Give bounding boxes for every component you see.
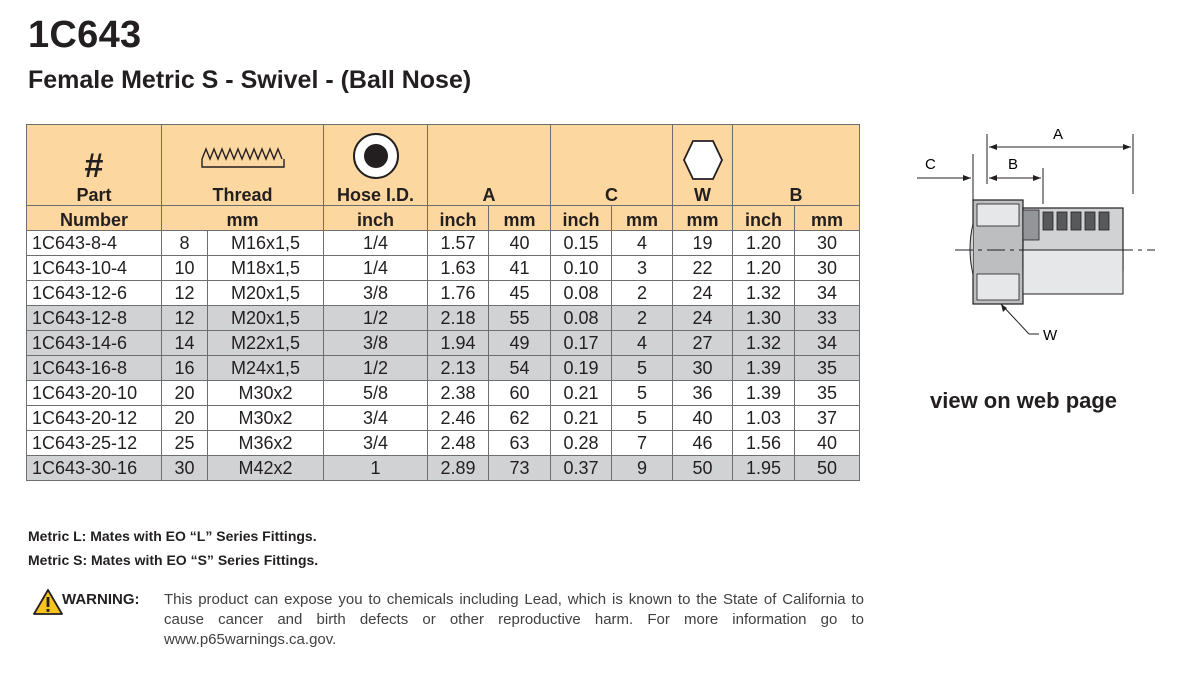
- table-cell: 24: [673, 281, 733, 306]
- table-cell: 1.39: [733, 356, 795, 381]
- spec-table: [26, 124, 860, 481]
- table-cell: 1.20: [733, 256, 795, 281]
- part-header-label: Part: [76, 185, 112, 205]
- table-cell: 1/4: [324, 231, 428, 256]
- table-cell: 37: [795, 406, 860, 431]
- table-row: [27, 306, 860, 331]
- number-header: Number: [27, 206, 162, 231]
- note-metric-l: Metric L: Mates with EO “L” Series Fittings.: [28, 528, 317, 544]
- table-cell: 63: [489, 431, 551, 456]
- table-cell: 1/4: [324, 256, 428, 281]
- table-cell: 46: [673, 431, 733, 456]
- table-cell: 0.19: [551, 356, 612, 381]
- table-cell: 1C643-30-16: [27, 456, 162, 481]
- table-row: [27, 356, 860, 381]
- warning-triangle-icon: [32, 588, 64, 616]
- hash-icon: #: [84, 147, 104, 185]
- table-cell: 5/8: [324, 381, 428, 406]
- table-cell: 0.21: [551, 381, 612, 406]
- thread-header: [162, 125, 324, 206]
- table-cell: 30: [162, 456, 208, 481]
- table-cell: 2.18: [428, 306, 489, 331]
- thread-profile-icon: [200, 145, 286, 171]
- table-cell: 1.76: [428, 281, 489, 306]
- w-mm-header: mm: [673, 206, 733, 231]
- table-cell: 34: [795, 281, 860, 306]
- table-cell: M20x1,5: [208, 281, 324, 306]
- table-cell: M36x2: [208, 431, 324, 456]
- table-row: [27, 431, 860, 456]
- thread-header-label: Thread: [212, 185, 273, 205]
- w-header-label: W: [694, 185, 711, 205]
- hexagon-icon: [683, 139, 723, 181]
- notes: [28, 524, 318, 572]
- table-cell: 49: [489, 331, 551, 356]
- c-header: C: [551, 125, 673, 206]
- table-cell: 1.95: [733, 456, 795, 481]
- table-cell: 1: [324, 456, 428, 481]
- table-cell: 1.32: [733, 331, 795, 356]
- table-cell: 60: [489, 381, 551, 406]
- table-cell: 30: [795, 256, 860, 281]
- table-cell: 2.38: [428, 381, 489, 406]
- table-cell: 50: [673, 456, 733, 481]
- b-inch-header: inch: [733, 206, 795, 231]
- table-cell: 0.28: [551, 431, 612, 456]
- table-cell: 9: [612, 456, 673, 481]
- table-cell: 1C643-25-12: [27, 431, 162, 456]
- table-cell: 1.57: [428, 231, 489, 256]
- table-cell: 16: [162, 356, 208, 381]
- table-row: [27, 381, 860, 406]
- spec-table-body: [27, 231, 860, 481]
- table-cell: 5: [612, 356, 673, 381]
- table-cell: 12: [162, 306, 208, 331]
- table-cell: 1.03: [733, 406, 795, 431]
- thread-unit-header: mm: [162, 206, 324, 231]
- table-cell: 25: [162, 431, 208, 456]
- table-cell: 35: [795, 381, 860, 406]
- table-cell: 1.20: [733, 231, 795, 256]
- table-cell: 1.63: [428, 256, 489, 281]
- table-cell: 0.17: [551, 331, 612, 356]
- table-cell: 1C643-20-10: [27, 381, 162, 406]
- b-mm-header: mm: [795, 206, 860, 231]
- view-on-web-link[interactable]: view on web page: [930, 388, 1118, 413]
- dimension-w-label: W: [1043, 327, 1058, 344]
- table-cell: M18x1,5: [208, 256, 324, 281]
- table-cell: 2: [612, 281, 673, 306]
- table-cell: 1C643-16-8: [27, 356, 162, 381]
- table-cell: 4: [612, 331, 673, 356]
- dimension-c-label: C: [925, 156, 936, 173]
- table-cell: 45: [489, 281, 551, 306]
- ferrule-serrations: [1043, 212, 1109, 230]
- table-cell: 0.21: [551, 406, 612, 431]
- table-cell: 1C643-12-8: [27, 306, 162, 331]
- table-cell: 35: [795, 356, 860, 381]
- table-cell: 30: [673, 356, 733, 381]
- table-cell: 34: [795, 331, 860, 356]
- table-cell: 1.94: [428, 331, 489, 356]
- table-cell: 10: [162, 256, 208, 281]
- table-cell: 2: [612, 306, 673, 331]
- table-cell: 40: [673, 406, 733, 431]
- page-title: 1C643: [28, 14, 142, 56]
- table-cell: 40: [489, 231, 551, 256]
- table-cell: 1/2: [324, 306, 428, 331]
- table-cell: 3/8: [324, 331, 428, 356]
- table-cell: 3/4: [324, 406, 428, 431]
- table-cell: M20x1,5: [208, 306, 324, 331]
- a-inch-header: inch: [428, 206, 489, 231]
- table-cell: 5: [612, 381, 673, 406]
- table-row: [27, 231, 860, 256]
- b-header: B: [733, 125, 860, 206]
- dimension-a-label: A: [1053, 126, 1064, 143]
- hose-cross-section-icon: [351, 131, 401, 181]
- table-cell: 19: [673, 231, 733, 256]
- table-cell: 1C643-20-12: [27, 406, 162, 431]
- table-row: [27, 456, 860, 481]
- table-cell: 1C643-12-6: [27, 281, 162, 306]
- table-cell: 2.13: [428, 356, 489, 381]
- table-cell: 12: [162, 281, 208, 306]
- table-cell: M24x1,5: [208, 356, 324, 381]
- table-cell: 5: [612, 406, 673, 431]
- table-cell: 1.56: [733, 431, 795, 456]
- table-cell: 2.46: [428, 406, 489, 431]
- table-cell: 1.32: [733, 281, 795, 306]
- a-header: A: [428, 125, 551, 206]
- table-cell: 2.48: [428, 431, 489, 456]
- table-cell: M16x1,5: [208, 231, 324, 256]
- table-cell: 41: [489, 256, 551, 281]
- page-subtitle: Female Metric S - Swivel - (Ball Nose): [28, 66, 472, 94]
- table-cell: 1.30: [733, 306, 795, 331]
- table-row: [27, 281, 860, 306]
- table-cell: 1C643-10-4: [27, 256, 162, 281]
- hose-header-label: Hose I.D.: [336, 185, 415, 205]
- table-cell: 54: [489, 356, 551, 381]
- c-mm-header: mm: [612, 206, 673, 231]
- table-cell: 0.37: [551, 456, 612, 481]
- fitting-diagram: [915, 124, 1163, 354]
- table-cell: 62: [489, 406, 551, 431]
- hose-header: [324, 125, 428, 206]
- table-cell: 4: [612, 231, 673, 256]
- w-header: [673, 125, 733, 206]
- table-cell: 3: [612, 256, 673, 281]
- table-cell: M22x1,5: [208, 331, 324, 356]
- c-inch-header: inch: [551, 206, 612, 231]
- table-cell: 27: [673, 331, 733, 356]
- table-cell: 8: [162, 231, 208, 256]
- table-row: [27, 406, 860, 431]
- table-cell: 30: [795, 231, 860, 256]
- table-cell: 0.08: [551, 281, 612, 306]
- table-cell: 50: [795, 456, 860, 481]
- table-cell: M30x2: [208, 381, 324, 406]
- table-cell: 3/4: [324, 431, 428, 456]
- table-cell: 20: [162, 381, 208, 406]
- warning-label: WARNING:: [62, 591, 140, 608]
- table-cell: 1C643-14-6: [27, 331, 162, 356]
- table-cell: 33: [795, 306, 860, 331]
- table-cell: 36: [673, 381, 733, 406]
- table-cell: 1/2: [324, 356, 428, 381]
- table-cell: 1.39: [733, 381, 795, 406]
- table-cell: 2.89: [428, 456, 489, 481]
- table-row: [27, 331, 860, 356]
- table-cell: 7: [612, 431, 673, 456]
- a-mm-header: mm: [489, 206, 551, 231]
- table-cell: 22: [673, 256, 733, 281]
- hose-unit-header: inch: [324, 206, 428, 231]
- table-cell: 24: [673, 306, 733, 331]
- table-cell: 0.08: [551, 306, 612, 331]
- table-cell: 0.10: [551, 256, 612, 281]
- table-cell: 73: [489, 456, 551, 481]
- table-cell: 55: [489, 306, 551, 331]
- table-row: [27, 256, 860, 281]
- dimension-b-label: B: [1008, 156, 1019, 173]
- table-cell: 40: [795, 431, 860, 456]
- table-cell: 14: [162, 331, 208, 356]
- table-cell: 1C643-8-4: [27, 231, 162, 256]
- table-cell: M30x2: [208, 406, 324, 431]
- table-cell: 20: [162, 406, 208, 431]
- part-header: [27, 125, 162, 206]
- table-cell: M42x2: [208, 456, 324, 481]
- warning-text: This product can expose you to chemicals including Lead, which is known to the State of California to cause cancer and birth defects or other reproductive harm. For more information go to www.p65warnings.ca.gov.: [164, 591, 864, 648]
- table-cell: 3/8: [324, 281, 428, 306]
- table-cell: 0.15: [551, 231, 612, 256]
- note-metric-s: Metric S: Mates with EO “S” Series Fittings.: [28, 552, 319, 568]
